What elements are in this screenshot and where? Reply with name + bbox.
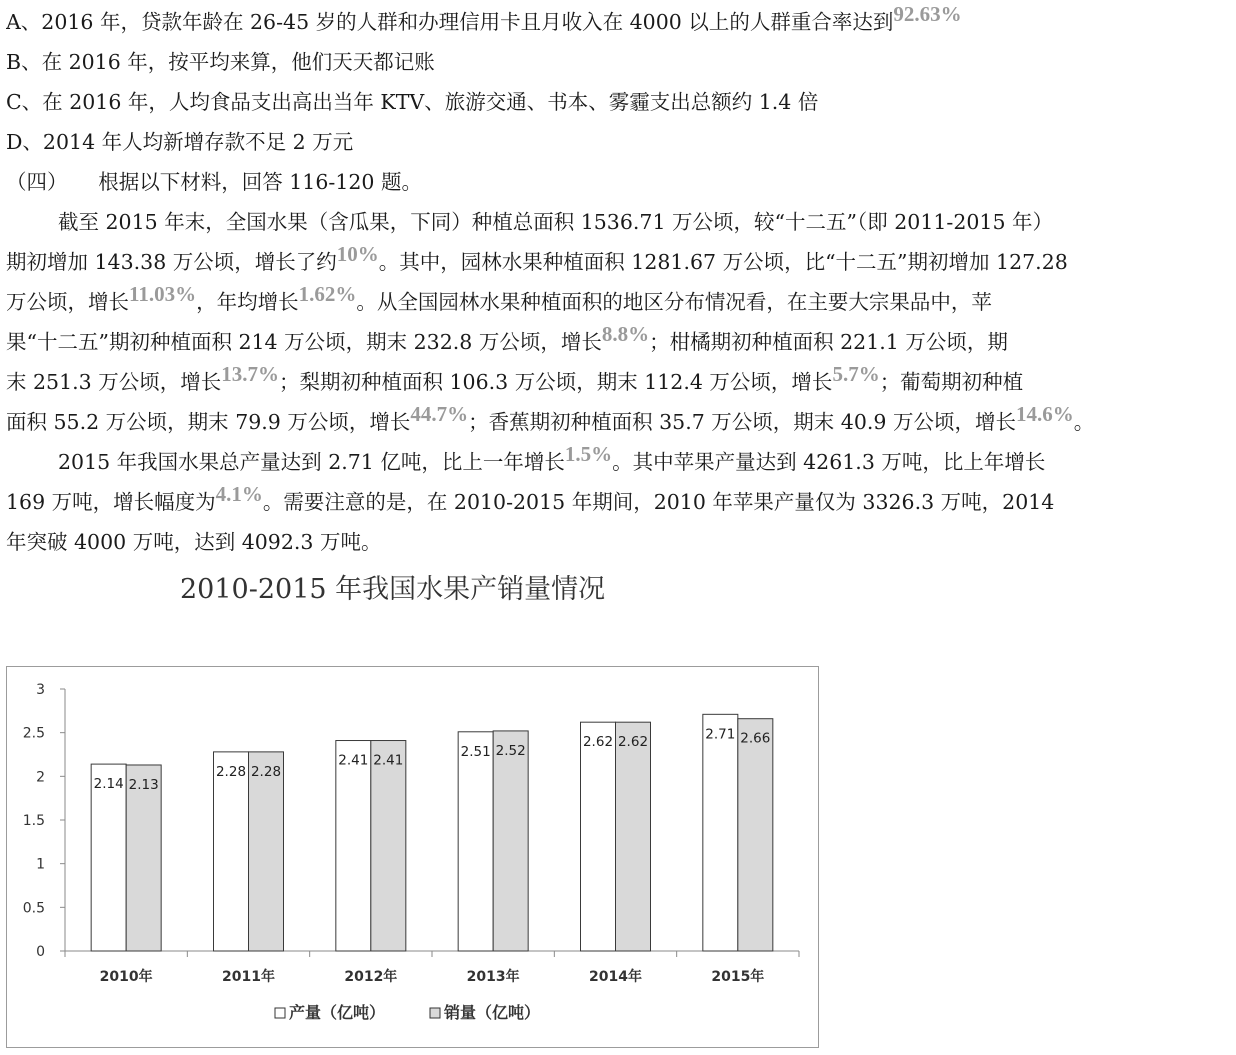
text-span: 万公顷，增长 [6, 290, 129, 314]
para1-line6 [6, 402, 1230, 442]
text-span: 。其中，园林水果种植面积 1281.67 万公顷，比“十二五”期初增加 127.28 [378, 250, 1068, 274]
para1-line3 [6, 282, 1230, 322]
para2-line3: 年突破 4000 万吨，达到 4092.3 万吨。 [6, 530, 382, 554]
text-span: 末 251.3 万公顷，增长 [6, 370, 222, 394]
bar-production [458, 732, 493, 951]
text-span: 169 万吨，增长幅度为 [6, 490, 216, 514]
y-tick-label: 2 [36, 769, 45, 786]
option-c: C、在 2016 年，人均食品支出高出当年 KTV、旅游交通、书本、雾霾支出总额约 1.4 倍 [6, 90, 819, 114]
para2-line2 [6, 482, 1230, 522]
text-span: 期初增加 143.38 万公顷，增长了约 [6, 250, 337, 274]
bar-chart [7, 667, 820, 1049]
percent-figure: 1.5% [564, 442, 613, 466]
bar-production [214, 752, 249, 951]
legend-label: 产量（亿吨） [289, 1003, 386, 1022]
bar-production [91, 764, 126, 951]
text-span: 面积 55.2 万公顷，期末 79.9 万公顷，增长 [6, 410, 411, 434]
percent-figure: 4.1% [215, 482, 263, 506]
data-label: 2.13 [128, 776, 159, 793]
x-category-label: 2011年 [222, 969, 275, 985]
x-category-label: 2014年 [589, 969, 642, 985]
x-category-label: 2013年 [466, 969, 520, 985]
option-a-text: A、2016 年，贷款年龄在 26-45 岁的人群和办理信用卡且月收入在 4000 以上的人群重合率达到 [6, 10, 894, 34]
bar-sales [738, 719, 773, 951]
data-label: 2.66 [740, 730, 771, 747]
percent-figure: 8.8% [601, 322, 650, 346]
percent-figure: 13.7% [221, 362, 279, 386]
section-heading: （四） 根据以下材料，回答 116-120 题。 [6, 170, 422, 194]
y-tick-label: 3 [36, 682, 45, 698]
bar-production [336, 741, 371, 951]
y-tick-label: 2.5 [22, 725, 45, 742]
option-a [6, 2, 1230, 42]
legend-swatch [430, 1008, 440, 1018]
legend-swatch [275, 1008, 285, 1018]
text-span: ，年均增长 [196, 290, 299, 314]
x-category-label: 2012年 [344, 969, 398, 985]
para1-line2 [6, 242, 1230, 282]
data-label: 2.14 [93, 776, 124, 793]
x-category-label: 2010年 [99, 969, 153, 985]
text-span: 。其中苹果产量达到 4261.3 万吨，比上年增长 [612, 450, 1046, 474]
bar-sales [371, 741, 406, 951]
text-span: ；葡萄期初种植 [879, 370, 1024, 394]
x-category-label: 2015年 [711, 969, 765, 985]
bar-sales [616, 722, 651, 951]
text-span: 。 [1073, 410, 1095, 434]
para1-line1: 截至 2015 年末，全国水果（含瓜果，下同）种植总面积 1536.71 万公顷，较“十二五”（即 2011-2015 年） [58, 210, 1054, 234]
chart-frame [6, 666, 819, 1048]
option-a-percent: 92.63% [893, 2, 962, 26]
data-label: 2.71 [705, 726, 736, 743]
document-text [6, 2, 1230, 562]
y-tick-label: 1.5 [22, 813, 45, 829]
percent-figure: 11.03% [129, 282, 197, 306]
data-label: 2.41 [338, 752, 369, 769]
option-d: D、2014 年人均新增存款不足 2 万元 [6, 130, 354, 154]
bar-sales [249, 752, 284, 951]
y-tick-label: 0 [36, 944, 45, 960]
bar-sales [493, 731, 528, 951]
y-tick-label: 0.5 [22, 900, 45, 917]
text-span: ；梨期初种植面积 106.3 万公顷，期末 112.4 万公顷，增长 [278, 370, 833, 394]
data-label: 2.52 [495, 742, 526, 759]
para1-line5 [6, 362, 1230, 402]
data-label: 2.41 [373, 752, 404, 769]
percent-figure: 44.7% [410, 402, 469, 426]
bar-production [581, 722, 616, 951]
data-label: 2.28 [215, 763, 247, 780]
data-label: 2.51 [460, 743, 491, 760]
data-label: 2.62 [617, 734, 649, 751]
percent-figure: 14.6% [1015, 402, 1074, 426]
data-label: 2.28 [250, 763, 282, 780]
y-tick-label: 1 [36, 856, 45, 873]
chart-title: 2010-2015 年我国水果产销量情况 [180, 574, 606, 605]
text-span: 2015 年我国水果总产量达到 2.71 亿吨，比上一年增长 [58, 450, 565, 474]
data-label: 2.62 [582, 734, 614, 751]
legend-label: 销量（亿吨） [444, 1003, 541, 1022]
text-span: 。需要注意的是，在 2010-2015 年期间，2010 年苹果产量仅为 3326.3 万吨，2014 [262, 490, 1055, 514]
bar-production [703, 714, 738, 951]
text-span: ；柑橘期初种植面积 221.1 万公顷，期 [649, 330, 1008, 354]
para1-line4 [6, 322, 1230, 362]
percent-figure: 10% [336, 242, 379, 266]
option-b: B、在 2016 年，按平均来算，他们天天都记账 [6, 50, 435, 74]
percent-figure: 5.7% [832, 362, 880, 386]
para2-line1 [6, 442, 1230, 482]
text-span: 。从全国园林水果种植面积的地区分布情况看，在主要大宗果品中，苹 [356, 290, 992, 314]
text-span: ；香蕉期初种植面积 35.7 万公顷，期末 40.9 万公顷，增长 [468, 410, 1016, 434]
percent-figure: 1.62% [298, 282, 357, 306]
text-span: 果“十二五”期初种植面积 214 万公顷，期末 232.8 万公顷，增长 [6, 330, 602, 354]
